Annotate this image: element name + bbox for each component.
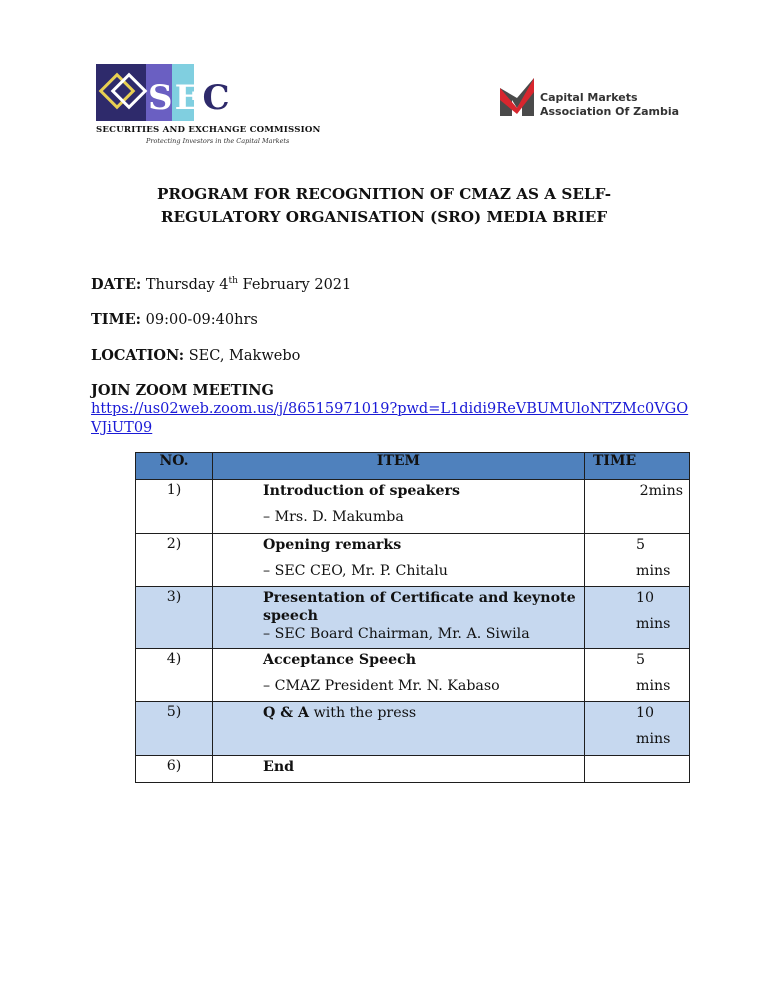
time-value: 5 [636,652,646,668]
row-item [213,480,585,534]
cmaz-logo-line1: Capital Markets [540,91,638,104]
date-label: DATE: [91,276,142,293]
location-value: SEC, Makwebo [188,348,301,364]
row-item [213,587,585,649]
time-value: 2mins [639,483,683,499]
sec-letter-c: C [202,78,232,118]
time-unit: mins [636,731,671,747]
time-label: TIME: [91,311,142,328]
row-item [213,649,585,702]
item-title: End [263,759,295,775]
row-item [213,534,585,587]
table-row [136,702,690,756]
sec-letter-s: S [148,78,175,118]
row-number: 6) [136,756,213,783]
sec-logo [96,64,321,148]
cmaz-logo-text [540,91,679,119]
table-row [136,649,690,702]
item-title: Opening remarks [263,537,402,553]
sec-logo-name: SECURITIES AND EXCHANGE COMMISSION [96,125,321,135]
item-title-line [263,704,576,722]
page-title-line2: REGULATORY ORGANISATION (SRO) MEDIA BRIEF [160,208,608,226]
item-speaker: – CMAZ President Mr. N. Kabaso [263,678,500,694]
zoom-label: JOIN ZOOM MEETING [91,382,274,399]
time-value: 10 [636,590,655,606]
sec-logo-mark [96,64,232,122]
row-time [585,480,690,534]
table-row [136,480,690,534]
item-speaker: – Mrs. D. Makumba [263,509,404,525]
sec-logo-letters [148,78,232,118]
table-header-row [136,453,690,480]
time-unit: mins [636,563,671,579]
row-time [585,649,690,702]
location-label: LOCATION: [91,347,185,364]
sec-logo-tagline: Protecting Investors in the Capital Markets [146,137,290,145]
row-number: 2) [136,534,213,587]
time-line [91,311,258,328]
table-row [136,756,690,783]
item-title: Acceptance Speech [263,652,417,668]
date-line [91,276,351,293]
time-unit: mins [636,678,671,694]
sec-letter-e: E [174,78,203,118]
item-title-rest: with the press [309,705,417,721]
row-time [585,534,690,587]
date-value: Thursday 4 [145,277,229,293]
cmaz-logo-line2: Association Of Zambia [540,105,680,118]
time-value: 09:00-09:40hrs [145,312,258,328]
row-number: 4) [136,649,213,702]
time-unit: mins [636,616,671,632]
header-no: NO. [136,453,213,480]
date-ordinal: th [228,276,238,286]
time-value: 5 [636,537,646,553]
item-speaker: – SEC CEO, Mr. P. Chitalu [263,563,448,579]
item-title: Q & A [263,705,310,721]
row-number: 5) [136,702,213,756]
table-row [136,587,690,649]
row-number: 3) [136,587,213,649]
item-title: Presentation of Certificate and keynote speech [263,590,576,624]
zoom-meeting-link[interactable]: https://us02web.zoom.us/j/86515971019?pwd=L1didi9ReVBUMUloNTZMc0VGOVJiUT09 [91,401,689,436]
cmaz-logo [500,78,680,120]
row-number: 1) [136,480,213,534]
page-title [60,183,708,229]
item-title: Introduction of speakers [263,483,460,499]
program-table [135,452,690,783]
header-item: ITEM [213,453,585,480]
cmaz-logo-mark-icon [500,78,534,116]
location-line [91,347,300,364]
time-value: 10 [636,705,655,721]
date-month-year: February 2021 [237,277,352,293]
page-title-line1: PROGRAM FOR RECOGNITION OF CMAZ AS A SELF- [156,185,612,203]
header-time: TIME [585,453,690,480]
row-time [585,756,690,783]
item-speaker: – SEC Board Chairman, Mr. A. Siwila [263,626,530,642]
row-time [585,587,690,649]
row-item [213,702,585,756]
row-time [585,702,690,756]
table-row [136,534,690,587]
row-item [213,756,585,783]
